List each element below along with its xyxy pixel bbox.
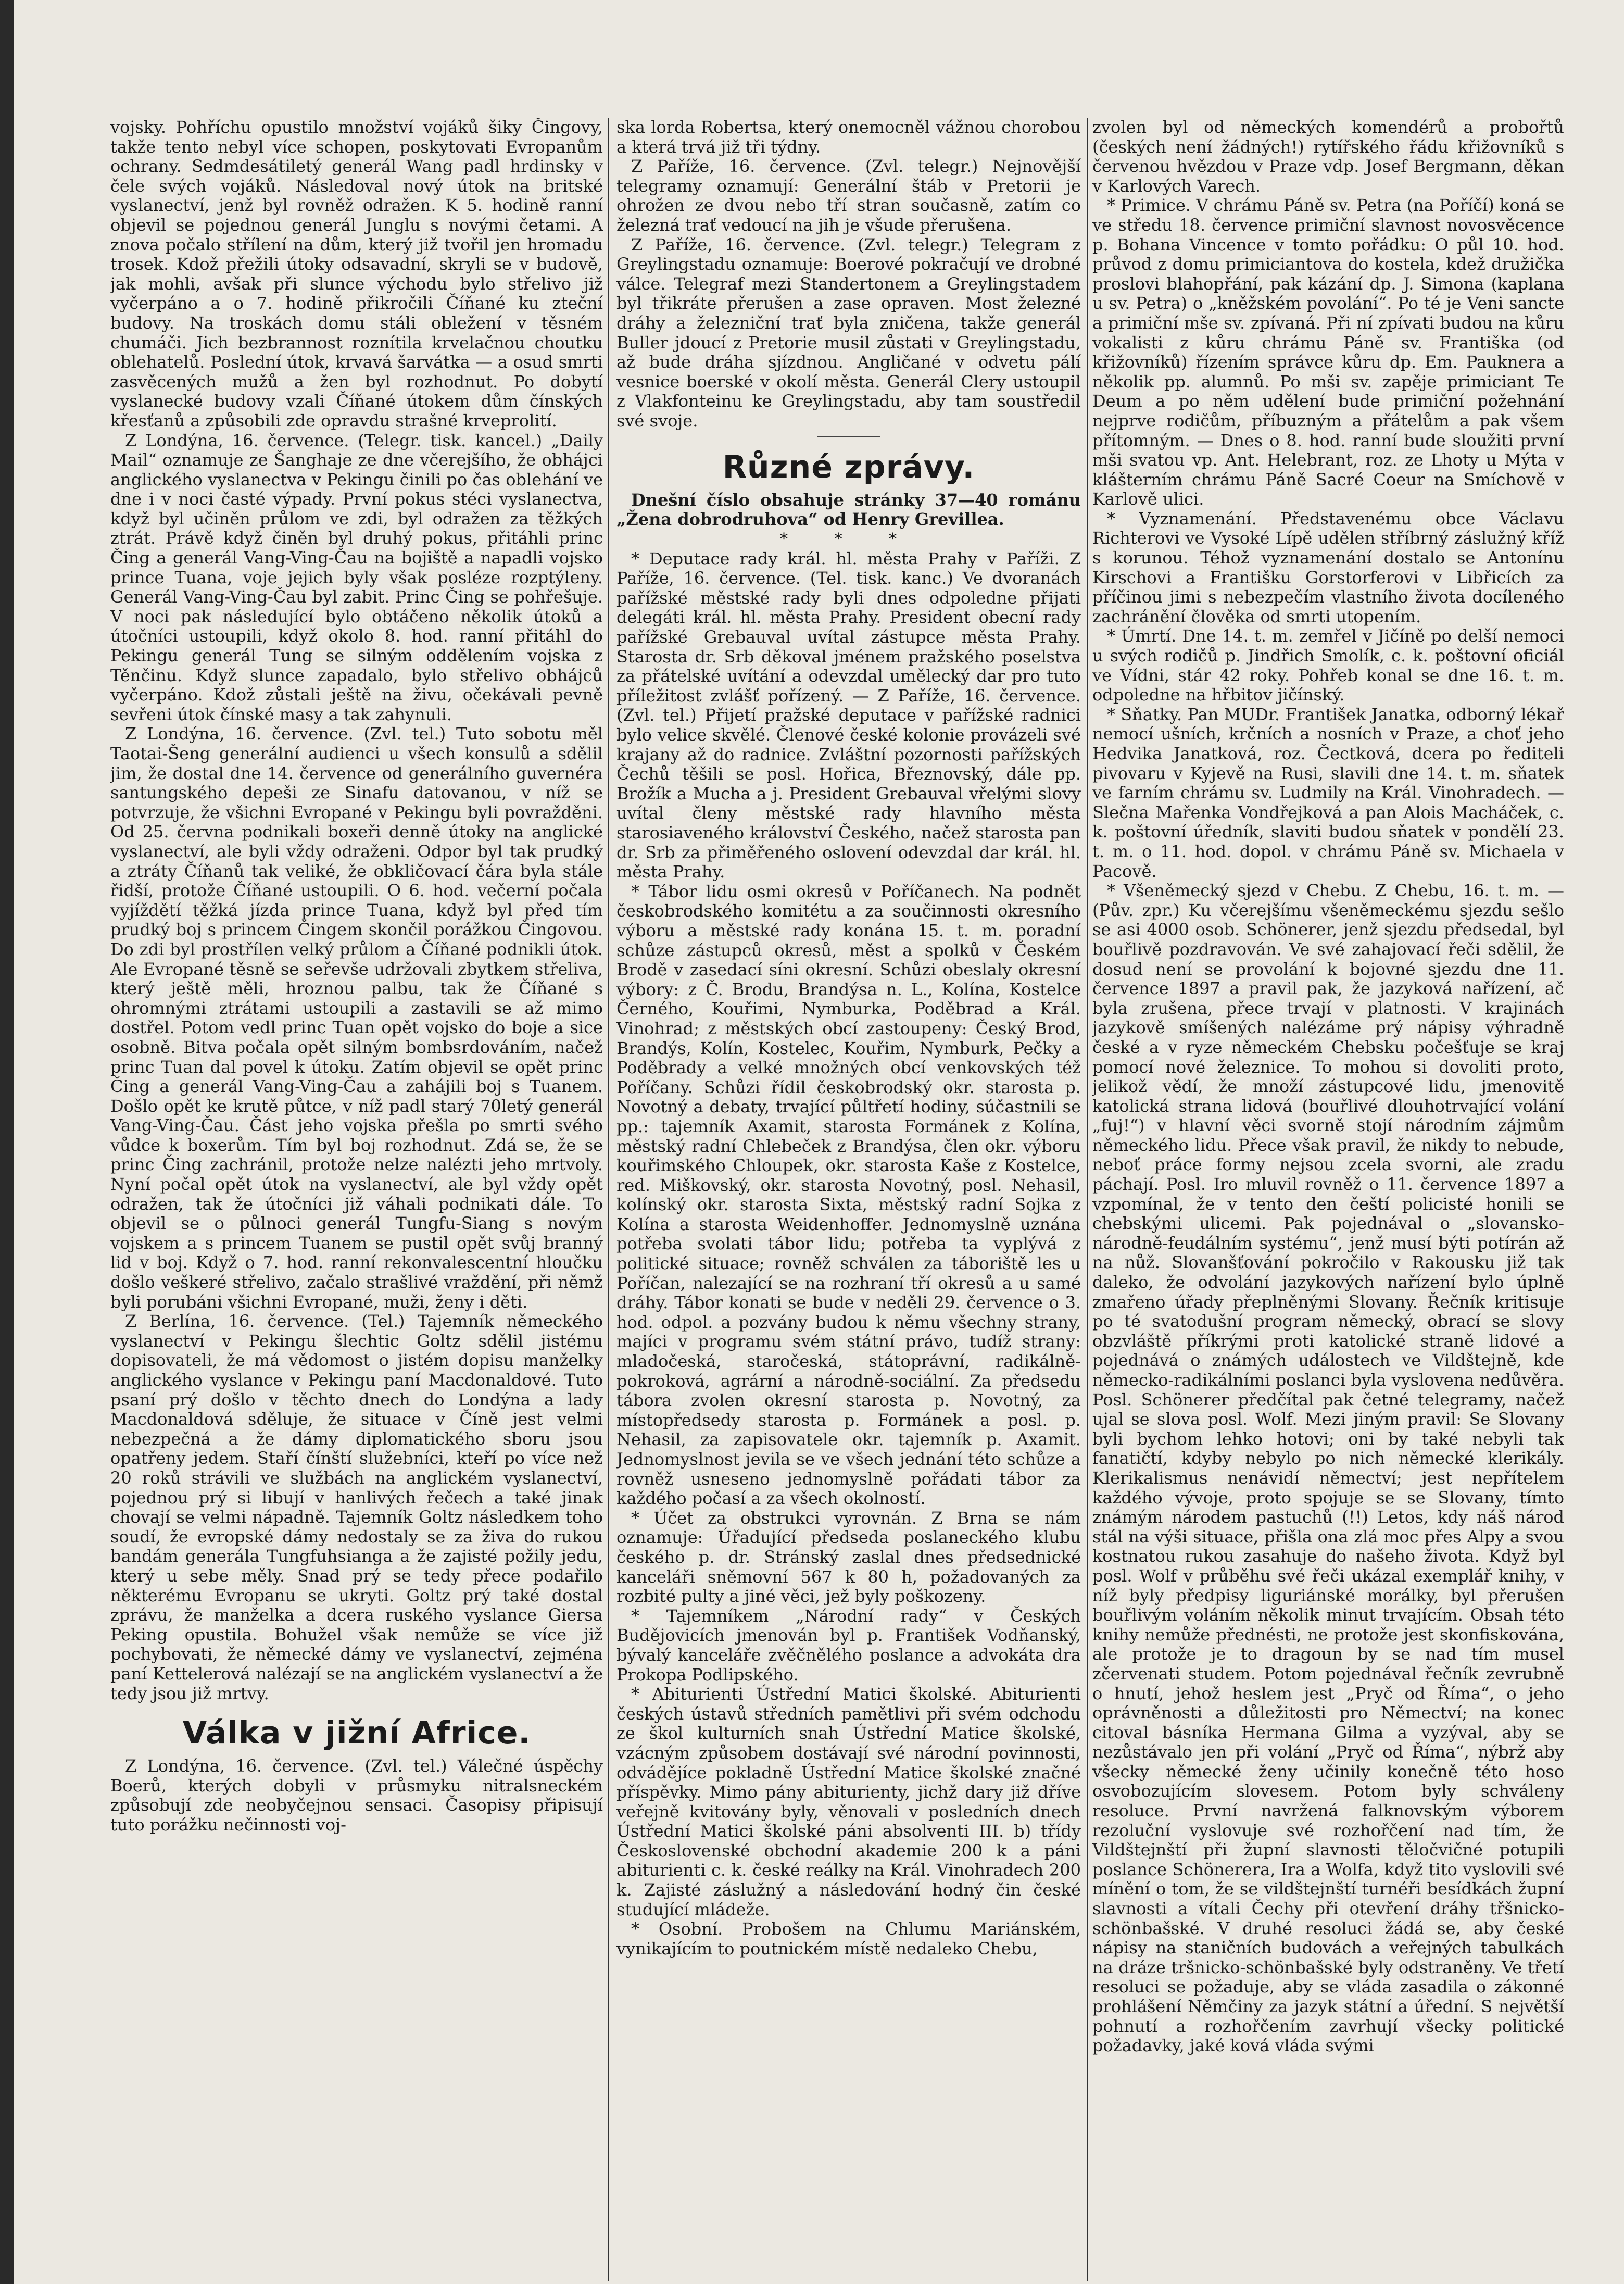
news-item: * Tajemníkem „Národní rady“ v Českých Budějovicích jmenován byl p. František Vodňanský, bývalý kanceláře zvěčnělého poslance a advokáta dra Prokopa Podlipského.: [616, 1605, 1081, 1685]
issue-intro: Dnešní číslo obsahuje stránky 37—40 románu „Žena dobrodruhova“ od Henry Grevillea.: [616, 490, 1081, 530]
news-item: * Deputace rady král. hl. města Prahy v Paříži. Z Paříže, 16. července. (Tel. tisk. kanc.) Ve dvoranách pařížské městské rady byli dnes odpoledne přijati delegáti král. hl. města Prahy. President obecní rady pařížské Grebauval uvítal zástupce města Prahy. Starosta dr. Srb děkoval jménem pražského poselstva za přátelské uvítání a odevzdal umělecký dar pro tuto příležitost zvlášť pořízený. — Z Paříže, 16. července. (Zvl. tel.) Přijetí pražské deputace v pařížské radnici bylo velice skvělé. Členové české kolonie provázeli své krajany až do radnice. Zvláštní pozornosti pařížských Čechů těšili se posl. Hořica, Březnovský, dále pp. Brožík a Mucha a j. President Grebauval vřelými slovy uvítal členy městské rady hlavního města starosiaveného království Českého, načež starosta pan dr. Srb za přiměřeného oslovení odevzdal dar král. hl. města Prahy.: [616, 548, 1081, 882]
news-item: * Všeněmecký sjezd v Chebu. Z Chebu, 16. t. m. — (Pův. zpr.) Ku včerejšímu všeněmeckému sjezdu sešlo se asi 4000 osob. Schönerer, jenž sjezdu předsedal, byl bouřlivě pozdravován. Ve své zahajovací řeči sdělil, že dosud není se provolání k bojovné sjezdu dne 11. července 1897 a pravil pak, že jazyková nařízení, ač byla zrušena, přece trvají v platnosti. V krajinách jazykově smíšených nalézáme prý nápisy výhradně české a v ryze německém Chebsku počešťuje se kraj pomocí nové železnice. To mohou si dovoliti proto, jelikož vědí, že množí zástupcové lidu, jmenovitě katolická strana lidová (bouřlivé dlouhotrvající volání „fuj!“) v hlavní věci svorně stojí národním zájmům německého lidu. Přece však pravil, že nikdy to nebude, neboť práce formy nejsou zcela svorni, ale zradu páchají. Posl. Iro mluvil rovněž o 11. července 1897 a vzpomínal, že v tento den čeští policisté honili se chebskými ulicemi. Pak pojednával o „slovansko-národně-feudálním systému“, jenž musí býti potírán až na nůž. Slovanšťování pokročilo v Rakousku již tak daleko, že odvolání jazykových nařízení bylo úplně zmařeno úřady přeplněnými Slovany. Řečník kritisuje po té svatodušní program německý, obrací se slovy obzvláště příkrými proti katolické straně lidové a pojednává o známých událostech ve Vildštejně, kde německo-radikálními poslanci byla vyslovena nedůvěra. Posl. Schönerer předčítal pak četné telegramy, načež ujal se slova posl. Wolf. Mezi jiným pravil: Se Slovany byli bychom lehko hotovi; oni by také nebyli tak fanatičtí, kdyby nebylo po nich německé klerikály. Klerikalismus nenávidí němectví; jest nepřítelem každého vývoje, proto spojuje se se Slovany, tímto známým národem pastuchů (!!) Letos, kdy náš národ stál na výši situace, přišla ona zlá moc přes Alpy a svou kostnatou rukou zasahuje do našeho života. Když byl posl. Wolf v průběhu své řeči ukázal exemplář knihy, v níž byly předpisy liguriánské morálky, byl přerušen bouřlivým voláním několik minut trvajícím. Obsah této knihy nemůže přednésti, ne protože jest skonfiskována, ale protože je to dragoun by se nad tím musel zčervenati studem. Potom pojednával řečník zevrubně o hnutí, jehož heslem jest „Pryč od Říma“, o jeho oprávněnosti a důležitosti pro Němectví; na konec citoval básníka Hermana Gilma a vyzýval, aby se nezůstávalo jen při volání „Pryč od Říma“, nýbrž aby všecky německé ženy učinily konečně této hoso osvobozujícím slovesem. Potom byly schváleny resoluce. První navržená falknovským výborem rezoluční vyslovuje své rozhořčení nad tím, že Vildštejnští při župní slavnosti těločvičné potupili poslance Schönerera, Ira a Wolfa, když tito vyslovili své mínění o tom, že se vildštejnští turnéři besídkách župní slavnosti a vítali Čechy při otevření dráhy třšnicko-schönbašské. V druhé resoluci žádá se, aby české nápisy na staničních budovách a veřejných tabulkách na dráze tršnicko-schönbašské byly odstraněny. Ve třetí resoluci se požaduje, aby se vláda zasadila o zákonné prohlášení Němčiny za jazyk státní a úřední. S největší pohnutí a rozhořčením zavrhují všecky politické požadavky, jaké ková vláda svými: [1092, 881, 1564, 2056]
news-item: * Vyznamenání. Představenému obce Václavu Richterovi ve Vysoké Lípě udělen stříbrný záslužný kříž s korunou. Téhož vyznamenání dostalo se Antonínu Kirschovi a Františku Gorstorferovi v Libřicích za příčinou jimi s nebezpečím vlastního života docíleného zachránění člověka od smrti utopením.: [1092, 508, 1564, 626]
divider: [817, 436, 880, 437]
article-paragraph: Z Berlína, 16. července. (Tel.) Tajemník německého vyslanectví v Pekingu šlechtic Goltz sdělil jistému dopisovateli, že má vědomost o jistém dopisu manželky anglického vyslance v Pekingu paní Macdonaldové. Tuto psaní prý došlo v těchto dnech do Londýna a lady Macdonaldová sděluje, že situace v Číně jest velmi nebezpečná a že dámy diplomatického sboru jsou opatřeny jedem. Staří čínští služebníci, kteří po více než 20 roků strávili ve službách na anglickém vyslanectví, pojednou prý si libují v hanlivých řečech a také jinak chovají se velmi nápadně. Tajemník Goltz následkem toho soudí, že evropské dámy nedostaly se za živa do rukou bandám generála Tungfuhsianga a že zajisté požily jedu, který u sebe měly. Snad prý se tedy přece podařilo některému Evropanu se ukryti. Goltz prý také dostal zprávu, že manželka a dcera ruského vyslance Giersa Peking opustila. Bohužel však nemůže se více již pochybovati, že německé dámy ve vyslanectví, zejména paní Kettelerová nalézají se na anglickém vyslanectví a že tedy jsou již mrtvy.: [110, 1311, 603, 1703]
separator-stars: * * *: [779, 530, 918, 548]
news-item: * Tábor lidu osmi okresů v Poříčanech. Na podnět českobrodského komitétu a za součinnosti okresního výboru a městské rady konána 15. t. m. poradní schůze zástupců okresů, měst a spolků v Českém Brodě v zasedací síni okresní. Schůzi obeslaly okresní výbory: z Č. Brodu, Brandýsa n. L., Kolína, Kostelce Černého, Kouřimi, Nymburka, Poděbrad a Král. Vinohrad; z městských obcí zastoupeny: Český Brod, Brandýs, Kolín, Kostelec, Kouřim, Nymburk, Pečky a Poděbrady a velké množných obcí venkovských též Poříčany. Schůzi řídil českobrodský okr. starosta p. Novotný a debaty, trvající půltřetí hodiny, súčastnili se pp.: tajemník Axamit, starosta Formánek z Kolína, městský radní Chlebeček z Brandýsa, člen okr. výboru kouřimského Chloupek, okr. starosta Kaše z Kostelce, red. Miškovský, okr. starosta Novotný, posl. Nehasil, kolínský okr. starosta Sixta, městský radní Sojka z Kolína a starosta Weidenhoffer. Jednomyslně uznána potřeba svolati tábor lidu; potřeba ta vyplývá z politické situace; rovněž schválen za táboriště les u Poříčan, nalezající se na rozhraní tří okresů a u samé dráhy. Tábor konati se bude v neděli 29. července o 3. hod. odpol. a pozvány budou k němu všechny strany, majíci v programu svém státní právo, tudíž strany: mladočeská, staročeská, státoprávní, radikálně-pokroková, agrární a národně-sociální. Za předsedu tábora zvolen okresní starosta p. Novotný, za místopředsedy starosta p. Formánek a posl. p. Nehasil, za zapisovatele okr. tajemník p. Axamit. Jednomyslnost jevila se ve všech jednání této schůze a rovněž usneseno jednomyslně pořádati tábor za každého počasí a za všech okolností.: [616, 881, 1081, 1509]
news-item: * Osobní. Probošem na Chlumu Mariánském, vynikajícím to poutnickém místě nedaleko Chebu,: [616, 1919, 1081, 1959]
news-item: zvolen byl od německých komendérů a probořtů (českých není žádných!) rytířského řádu křižovníků s červenou hvězdou v Praze vdp. Josef Bergmann, děkan v Karlových Varech.: [1092, 118, 1564, 196]
article-paragraph: Z Londýna, 16. července. (Telegr. tisk. kancel.) „Daily Mail“ oznamuje ze Šanghaje ze dne včerejšího, že obhájci anglického vyslanectva v Pekingu činili po čas oblehání ve dne i v noci časté výpady. První pokus stéci vyslanectva, když byl učiněn průlom ve zdi, byl odražen za těžkých ztrát. Právě když činěn byl druhý pokus, přitáhli princ Čing a generál Vang-Ving-Čau na bojiště a napadli vojsko prince Tuana, voje jejich byly však posléze rozptýleny. Generál Vang-Ving-Čau byl zabit. Princ Čing se pohřešuje. V noci pak následující bylo obtáčeno několik útoků a útočníci ustoupili, když okolo 8. hod. ranní přitáhl do Pekingu generál Tung se silným oddělením vojska z Těnčinu. Když slunce zapadalo, bylo střelivo obhájců vyčerpáno. Kdož zůstali ještě na živu, očekávali pevně sevřeni útok čínské masy a tak zahynuli.: [110, 430, 603, 724]
column-1: [110, 118, 603, 2279]
column-rule: [608, 118, 609, 2281]
page-edge: [0, 0, 14, 2284]
column-rule: [1087, 118, 1088, 2281]
news-item: * Účet za obstrukci vyrovnán. Z Brna se nám oznamuje: Úřadující předseda poslaneckého klubu českého p. dr. Stránský zaslal dnes předsednické kanceláři sněmovní 567 k 80 h, požadovaných za rozbité pulty a jiné věci, jež byly poškozeny.: [616, 1508, 1081, 1607]
section-heading-war-south-africa: Válka v jižní Africe.: [182, 1715, 531, 1752]
article-paragraph: Z Londýna, 16. července. (Zvl. tel.) Tuto sobotu měl Taotai-Šeng generální audienci u všech konsulů a sdělil jim, že dostal dne 14. července od generálního guvernéra santungského depeši ze Sinafu datovanou, v níž se potvrzuje, že všichni Evropané v Pekingu byli povražděni. Od 25. června podnikali boxeři denně útoky na anglické vyslanectví, ale byli vždy odraženi. Odpor byl tak prudký a ztráty Číňanů tak veliké, že obkličovací čára byla stále řidší, protože Číňané ustoupili. O 6. hod. večerní počala vyjíždětí těžká jízda prince Tuana, když byl před tím prudký boj s princem Čingem skončil porážkou Čingovou. Do zdi byl prostřílen velký průlom a Číňané podnikli útok. Ale Evropané těsně se seřevše udržovali zbytkem střeliva, který ještě měli, hroznou palbu, tak že Číňané s ohromnými ztrátami ustoupili a zastavili se až mimo dostřel. Potom vedl princ Tuan opět vojsko do boje a sice osobně. Bitva počala opět silným bombsrdováním, načež princ Tuan dal povel k útoku. Zatím objevil se opět princ Čing a generál Vang-Ving-Čau a zahájili boj s Tuanem. Došlo opět ke krutě půtce, v níž padl starý 70letý generál Vang-Ving-Čau. Část jeho vojska přešla po smrti svého vůdce k boxerům. Tím byl boj rozhodnut. Zdá se, že se princ Čing zachránil, protože nelze nalézti jeho mrtvoly. Nyní počal opět útok na vyslanectví, ale byl vždy opět odražen, tak že útočníci již váhali podnikati dále. To objevil se o půlnoci generál Tungfu-Siang s novým vojskem a s princem Tuanem se pustil opět svůj branný lid v boj. Když o 7. hod. ranní rekonvalescentní hloučku došlo veškeré střelivo, začalo strašlivé vraždění, při němž byli porubáni všichni Evropané, muži, ženy i děti.: [110, 724, 603, 1312]
section-heading-various-news: Různé zprávy.: [722, 448, 975, 485]
column-3: [1092, 118, 1564, 2279]
news-item: * Abiturienti Ústřední Matici školské. Abiturienti českých ústavů středních pamětlivi při svém odchodu ze škol kulturních snah Ústřední Matice školské, vzácným způsobem dostávají své národní povinnosti, odvádějíce pokladně Ústřední Matice školské značné příspěvky. Mimo pány abiturienty, jichž dary již dříve veřejně kvitovány byly, věnovali v posledních dnech Ústřední Matici školské páni absolventi III. b) třídy Československé obchodní akademie 200 k a páni abiturienti c. k. české reálky na Král. Vinohradech 200 k. Zajisté záslužný a následování hodný čin české studující mládeže.: [616, 1684, 1081, 1919]
article-paragraph: vojsky. Pohříchu opustilo množství vojáků šiky Čingovy, takže tento nebyl více schopen, poskytovati Evropanům ochrany. Sedmdesátiletý generál Wang padl hrdinsky v čele svých vojáků. Následoval nový útok na britské vyslanectví, jenž byl rovněž odražen. K 5. hodině ranní objevil se pojednou generál Junglu s novými četami. A znova počalo střílení na dům, který již tvořil jen hromadu trosek. Kdož přežili útoky odsavadní, skryli se v budově, jak mohli, avšak při slunce východu bylo střelivo již vyčerpáno a o 7. hodině přikročili Číňané ku zteční budovy. Na troskách domu stáli obležení v těsném chumáči. Jich bezbrannost roznítila krvelačnou choutku oblehatelů. Poslední útok, krvavá šarvátka — a osud smrti zasvěcených mužů a žen byl rozhodnut. Po dobytí vyslanecké budovy vzali Číňané útokem dům čínských křesťanů a způsobili zde opravdu strašné krveprolití.: [110, 118, 603, 431]
article-paragraph: Z Londýna, 16. července. (Zvl. tel.) Válečné úspěchy Boerů, kterých dobyli v průsmyku nitralsneckém způsobují zde neobyčejnou sensaci. Časopisy připisují tuto porážku nečinnosti voj-: [110, 1756, 603, 1835]
article-paragraph: Z Paříže, 16. července. (Zvl. telegr.) Telegram z Greylingstadu oznamuje: Boerové pokračují ve drobné válce. Telegraf mezi Standertonem a Greylingstadem byl třikráte přerušen a zase opraven. Most železné dráhy a železniční trať byla zničena, takže generál Buller jdoucí z Pretorie musil zůstati v Greylingstadu, až bude dráha sjízdnou. Angličané v odvetu pálí vesnice boerské v okolí města. Generál Clery ustoupil z Vlakfonteinu ke Greylingstadu, aby tam soustředil své svoje.: [616, 234, 1081, 431]
article-paragraph: ska lorda Robertsa, který onemocněl vážnou chorobou a která trvá již tři týdny.: [616, 118, 1081, 157]
news-item: * Sňatky. Pan MUDr. František Janatka, odborný lékař nemocí ušních, krčních a nosních v Praze, a choť jeho Hedvika Janatková, roz. Čectková, dcera po řediteli pivovaru v Kyjevě na Rusi, slavili dne 14. t. m. sňatek ve farním chrámu sv. Ludmily na Král. Vinohradech. — Slečna Mařenka Vondřejková a pan Alois Macháček, c. k. poštovní úředník, slaviti budou sňatek v pondělí 23. t. m. o 11. hod. dopol. v chrámu Páně sv. Michaela v Pacově.: [1092, 704, 1564, 881]
news-item: * Primice. V chrámu Páně sv. Petra (na Poříčí) koná se ve středu 18. července primiční slavnost novosvěcence p. Bohana Vincence v tomto pořádku: O půl 10. hod. průvod z domu primiciantova do kostela, kdež družička proslovi blahopřání, pak kázání dp. J. Simona (kaplana u sv. Petra) o „kněžském povolání“. Po té je Veni sancte a primiční mše sv. zpívaná. Při ní zpívati budou na kůru vokalisti z kůru chrámu Páně sv. Františka (od křižovníků) řízením správce kůru dp. Em. Pauknera a několik pp. alumnů. Po mši sv. zapěje primiciant Te Deum a po něm udělení bude primiční požehnání nejprve rodičům, příbuzným a přátelům a pak všem přítomným. — Dnes o 8. hod. ranní bude sloužiti první mši svatou vp. Ant. Helebrant, roz. ze Lhoty u Mýta v klášterním chrámu Páně Sacré Coeur na Smíchově v Karlově ulici.: [1092, 195, 1564, 509]
news-item: * Úmrtí. Dne 14. t. m. zemřel v Jičíně po delší nemoci u svých rodičů p. Jindřich Smolík, c. k. poštovní oficiál ve Vídni, stár 42 roky. Pohřeb konal se dne 16. t. m. odpoledne na hřbitov jičínský.: [1092, 626, 1564, 705]
column-2: [616, 118, 1081, 2279]
article-paragraph: Z Paříže, 16. července. (Zvl. telegr.) Nejnovější telegramy oznamují: Generální štáb v Pretorii je ohrožen ze dvou nebo tří stran současně, zatím co železná trať vedoucí na jih je všude přerušena.: [616, 156, 1081, 235]
